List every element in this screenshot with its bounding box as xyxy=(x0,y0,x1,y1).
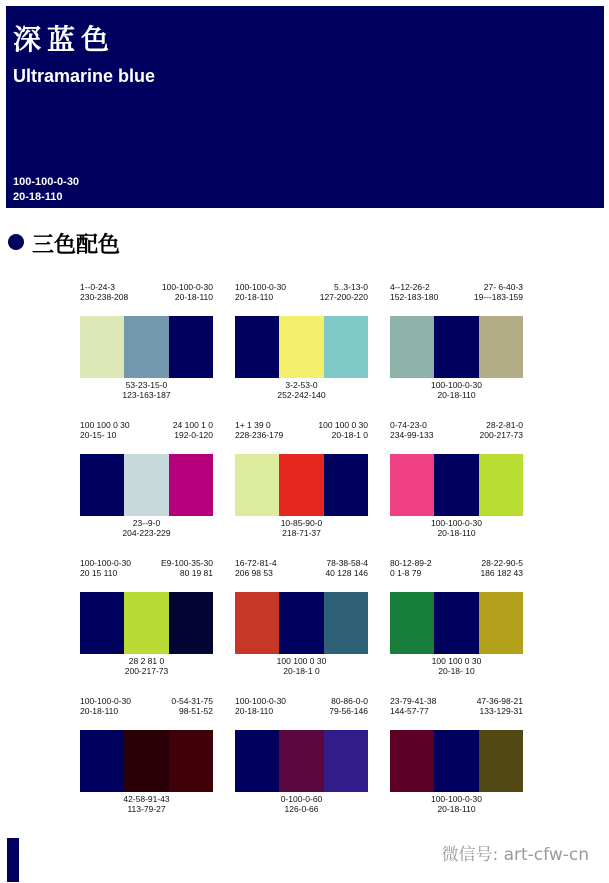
color-code-right xyxy=(480,420,523,440)
title-english: Ultramarine blue xyxy=(13,66,156,86)
swatch-strip xyxy=(390,592,523,654)
palette-card xyxy=(80,696,213,846)
color-swatch xyxy=(390,316,434,378)
color-swatch xyxy=(390,592,434,654)
color-swatch xyxy=(479,316,523,378)
color-swatch xyxy=(324,592,368,654)
color-code-right-rgb: 192-0-120 xyxy=(174,430,213,440)
color-swatch xyxy=(169,730,213,792)
color-swatch xyxy=(390,730,434,792)
color-code-right-rgb: 200-217-73 xyxy=(479,430,523,440)
color-code-right-cmyk: 100 100 0 30 xyxy=(318,420,368,430)
color-code-right-rgb: 79-56-146 xyxy=(329,706,368,716)
swatch-strip xyxy=(235,730,368,792)
color-code-right-cmyk: 5..3-13-0 xyxy=(333,282,368,292)
color-code-left-cmyk: 100-100-0-30 xyxy=(235,696,287,706)
color-code-bottom-cmyk: 28 2 81 0 xyxy=(128,656,165,666)
color-code-bottom-rgb: 20-18-1 0 xyxy=(283,666,320,676)
color-code-right-rgb: 98-51-52 xyxy=(178,706,213,716)
color-code-right xyxy=(329,696,368,716)
color-swatch xyxy=(324,730,368,792)
color-code-bottom xyxy=(390,794,523,814)
color-code-left xyxy=(80,420,130,440)
color-code-left xyxy=(80,282,128,302)
color-code-left-rgb: 230-238-208 xyxy=(80,292,129,302)
swatch-strip xyxy=(390,730,523,792)
palette-card xyxy=(80,420,213,570)
color-swatch xyxy=(80,592,124,654)
color-code-bottom xyxy=(80,518,213,538)
color-code-bottom-rgb: 200-217-73 xyxy=(124,666,169,676)
header-rgb: 20-18-110 xyxy=(13,191,63,203)
color-code-left xyxy=(235,558,277,578)
color-code-bottom-rgb: 204-223-229 xyxy=(122,528,171,538)
color-code-left xyxy=(390,420,433,440)
swatch-strip xyxy=(80,592,213,654)
color-code-bottom xyxy=(235,794,368,814)
color-swatch xyxy=(479,730,523,792)
color-code-right-cmyk: 27- 6-40-3 xyxy=(483,282,523,292)
color-code-bottom-cmyk: 100-100-0-30 xyxy=(430,518,483,528)
color-code-bottom-cmyk: 23--9-0 xyxy=(132,518,161,528)
swatch-strip xyxy=(235,454,368,516)
color-code-bottom xyxy=(80,656,213,676)
color-code-bottom-rgb: 20-18-110 xyxy=(437,804,476,814)
color-code-bottom-cmyk: 3-2-53-0 xyxy=(285,380,318,390)
color-code-bottom-cmyk: 100 100 0 30 xyxy=(431,656,482,666)
color-code-left-cmyk: 100-100-0-30 xyxy=(80,558,132,568)
color-code-left-rgb: 234-99-133 xyxy=(390,430,434,440)
color-code-left-rgb: 144-57-77 xyxy=(390,706,429,716)
color-swatch xyxy=(279,454,323,516)
color-code-bottom-rgb: 252-242-140 xyxy=(277,390,326,400)
color-code-left-rgb: 0 1-8 79 xyxy=(390,568,422,578)
color-code-left-rgb: 20 15 110 xyxy=(80,568,118,578)
color-code-bottom xyxy=(235,380,368,400)
swatch-strip xyxy=(235,316,368,378)
color-swatch xyxy=(80,316,124,378)
color-code-bottom xyxy=(80,380,213,400)
color-swatch xyxy=(434,454,478,516)
color-code-bottom xyxy=(80,794,213,814)
color-swatch xyxy=(390,454,434,516)
section-title: 三色配色 xyxy=(32,233,121,258)
color-code-bottom-cmyk: 53-23-15-0 xyxy=(125,380,168,390)
color-code-bottom-cmyk: 10-85-90-0 xyxy=(280,518,323,528)
color-code-bottom-rgb: 20-18-110 xyxy=(437,528,476,538)
color-code-right xyxy=(474,282,523,302)
color-code-right-rgb: 20-18-1 0 xyxy=(331,430,368,440)
color-code-left xyxy=(390,558,432,578)
color-code-right-cmyk: 28-22-90-5 xyxy=(481,558,523,568)
color-code-bottom-cmyk: 42-58-91-43 xyxy=(123,794,170,804)
swatch-strip xyxy=(390,454,523,516)
palette-card xyxy=(390,420,523,570)
color-code-right xyxy=(320,282,368,302)
title-chinese: 深蓝色 xyxy=(13,23,116,56)
color-code-left-rgb: 20-18-110 xyxy=(235,706,274,716)
color-code-left-rgb: 206 98 53 xyxy=(235,568,273,578)
color-code-left xyxy=(390,696,436,716)
color-code-right-rgb: 133-129-31 xyxy=(479,706,523,716)
footer-accent-bar xyxy=(7,838,19,882)
color-code-bottom-cmyk: 0-100-0-60 xyxy=(280,794,323,804)
color-code-bottom-rgb: 126-0-66 xyxy=(284,804,319,814)
color-code-bottom-cmyk: 100-100-0-30 xyxy=(430,794,483,804)
palette-card xyxy=(80,558,213,708)
header-banner xyxy=(6,6,604,208)
color-code-left-rgb: 228-236-179 xyxy=(235,430,284,440)
color-code-right-rgb: 19---183-159 xyxy=(473,292,523,302)
color-swatch xyxy=(235,454,279,516)
color-code-bottom-rgb: 20-18-110 xyxy=(437,390,476,400)
color-code-right-cmyk: 0-54-31-75 xyxy=(171,696,213,706)
color-swatch xyxy=(434,592,478,654)
color-code-right-cmyk: 78-38-58-4 xyxy=(326,558,368,568)
color-code-right xyxy=(173,420,213,440)
color-swatch xyxy=(279,730,323,792)
color-swatch xyxy=(124,316,168,378)
color-code-right xyxy=(318,420,368,440)
color-swatch xyxy=(124,730,168,792)
color-code-right-rgb: 127-200-220 xyxy=(319,292,368,302)
color-swatch xyxy=(235,730,279,792)
color-code-right xyxy=(477,696,523,716)
color-code-left-cmyk: 0-74-23-0 xyxy=(390,420,427,430)
color-swatch xyxy=(235,316,279,378)
color-code-right xyxy=(162,282,213,302)
color-code-left xyxy=(80,558,131,578)
color-swatch xyxy=(80,730,124,792)
swatch-strip xyxy=(80,730,213,792)
color-swatch xyxy=(479,454,523,516)
color-code-left-cmyk: 1--0-24-3 xyxy=(80,282,115,292)
color-code-bottom-rgb: 20-18- 10 xyxy=(438,666,475,676)
color-code-bottom-rgb: 123-163-187 xyxy=(122,390,171,400)
color-code-right-cmyk: 28-2-81-0 xyxy=(486,420,523,430)
palette-card xyxy=(80,282,213,432)
color-swatch xyxy=(124,454,168,516)
color-code-bottom xyxy=(235,518,368,538)
palette-card xyxy=(235,558,368,708)
swatch-strip xyxy=(235,592,368,654)
swatch-strip xyxy=(390,316,523,378)
color-code-left-cmyk: 23-79-41-38 xyxy=(390,696,437,706)
color-code-right-cmyk: 80-86-0-0 xyxy=(331,696,368,706)
color-code-right-rgb: 20-18-110 xyxy=(174,292,213,302)
color-code-right-cmyk: 47-36-98-21 xyxy=(476,696,523,706)
color-swatch xyxy=(434,730,478,792)
palette-card xyxy=(235,696,368,846)
color-code-left-cmyk: 80-12-89-2 xyxy=(390,558,432,568)
color-code-left-cmyk: 100 100 0 30 xyxy=(80,420,130,430)
palette-card xyxy=(390,558,523,708)
color-swatch xyxy=(80,454,124,516)
color-code-right-cmyk: 24 100 1 0 xyxy=(172,420,213,430)
color-swatch xyxy=(279,316,323,378)
color-code-left xyxy=(235,696,286,716)
color-code-left-rgb: 20-15- 10 xyxy=(80,430,117,440)
color-code-bottom xyxy=(235,656,368,676)
color-code-left-cmyk: 1+ 1 39 0 xyxy=(235,420,271,430)
color-swatch xyxy=(169,592,213,654)
color-code-left-cmyk: 100-100-0-30 xyxy=(235,282,287,292)
color-swatch xyxy=(279,592,323,654)
color-code-bottom xyxy=(390,380,523,400)
color-swatch xyxy=(324,454,368,516)
color-code-left xyxy=(80,696,131,716)
color-code-left-rgb: 20-18-110 xyxy=(80,706,119,716)
palette-card xyxy=(235,282,368,432)
color-swatch xyxy=(169,454,213,516)
color-code-right xyxy=(480,558,523,578)
color-code-left-cmyk: 4--12-26-2 xyxy=(390,282,430,292)
color-code-left-rgb: 20-18-110 xyxy=(235,292,274,302)
palette-card xyxy=(390,696,523,846)
swatch-strip xyxy=(80,316,213,378)
color-code-bottom-cmyk: 100-100-0-30 xyxy=(430,380,483,390)
swatch-strip xyxy=(80,454,213,516)
color-swatch xyxy=(169,316,213,378)
color-code-right-cmyk: 100-100-0-30 xyxy=(161,282,213,292)
color-swatch xyxy=(479,592,523,654)
color-code-left xyxy=(235,420,283,440)
color-code-right xyxy=(161,558,213,578)
palette-card xyxy=(390,282,523,432)
color-swatch xyxy=(124,592,168,654)
color-swatch xyxy=(324,316,368,378)
color-code-left xyxy=(390,282,438,302)
color-code-bottom-rgb: 113-79-27 xyxy=(127,804,166,814)
palette-card xyxy=(235,420,368,570)
color-code-left xyxy=(235,282,286,302)
header-cmyk: 100-100-0-30 xyxy=(13,176,80,188)
color-code-left-cmyk: 100-100-0-30 xyxy=(80,696,132,706)
color-code-left-cmyk: 16-72-81-4 xyxy=(235,558,277,568)
color-code-bottom-rgb: 218-71-37 xyxy=(282,528,321,538)
color-swatch xyxy=(434,316,478,378)
color-code-right-cmyk: E9-100-35-30 xyxy=(161,558,213,568)
color-swatch xyxy=(235,592,279,654)
color-code-right xyxy=(171,696,213,716)
color-code-bottom-cmyk: 100 100 0 30 xyxy=(276,656,327,666)
color-code-bottom xyxy=(390,656,523,676)
color-code-right-rgb: 80 19 81 xyxy=(179,568,213,578)
color-code-left-rgb: 152-183-180 xyxy=(390,292,439,302)
color-code-right-rgb: 40 128 146 xyxy=(325,568,368,578)
color-code-right xyxy=(325,558,368,578)
watermark-text: 微信号: art-cfw-cn xyxy=(441,845,589,865)
color-code-right-rgb: 186 182 43 xyxy=(480,568,523,578)
color-code-bottom xyxy=(390,518,523,538)
bullet-dot-icon xyxy=(8,234,24,250)
